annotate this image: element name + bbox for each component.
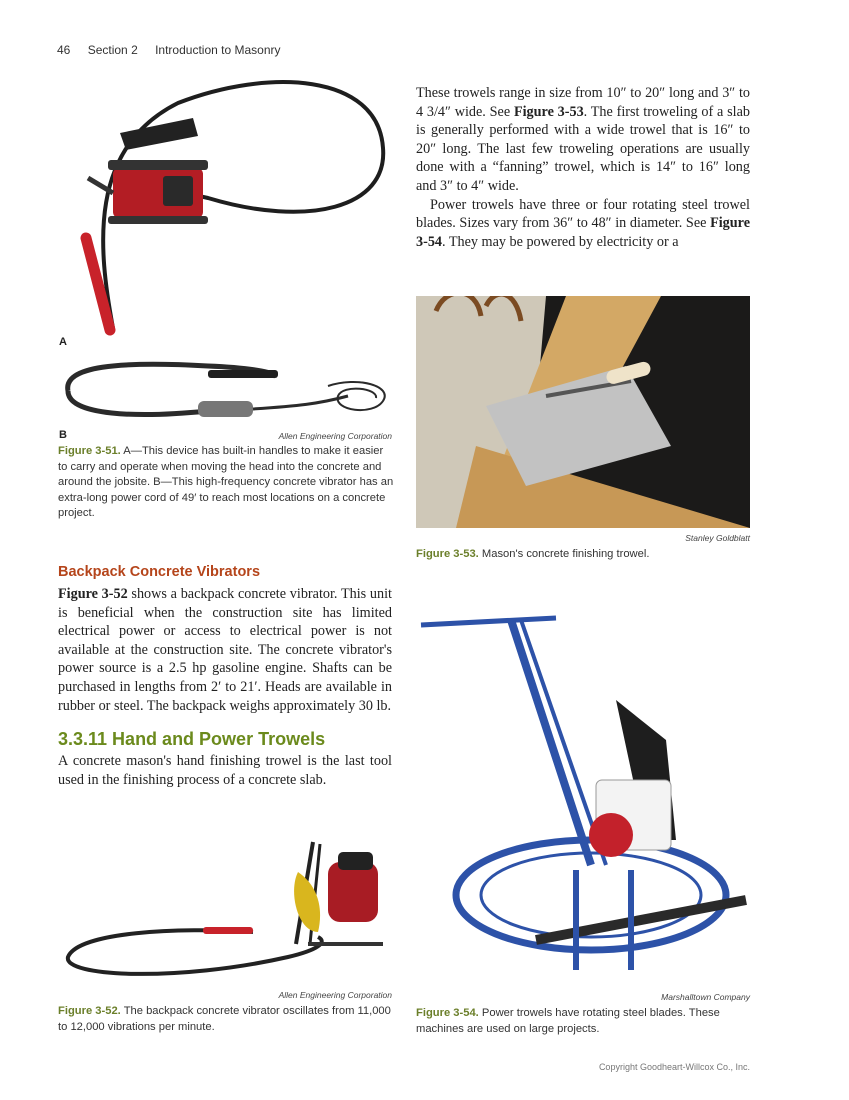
- section-title: Introduction to Masonry: [155, 43, 281, 57]
- right-column-text: [416, 84, 750, 251]
- trowel-heading: 3.3.11 Hand and Power Trowels: [58, 729, 326, 749]
- right-paragraph-1-a: These trowels range in size from 10″ to 20″ long and 3″ to 4 3/4″ wide. See: [416, 85, 750, 120]
- backpack-body: shows a backpack concrete vibrator. This unit is beneficial when the construction site has limited electrical power or access to electrical power is not available at the construction site. The concrete vibrator's power source is a 2.5 hp gasoline engine. Shafts can be purchased in lengths from 2′ to 21′. Heads are available in rubber or steel. The backpack weighs approximately 30 lb.: [58, 586, 393, 714]
- figure-3-54-image: [416, 610, 750, 988]
- figure-3-51a-image: [58, 78, 398, 340]
- figure-3-54-caption: [416, 1006, 752, 1037]
- page-number: 46: [57, 43, 71, 57]
- figure-3-51-label-a: A: [59, 336, 67, 348]
- figure-3-52-image: [58, 832, 396, 984]
- right-paragraph-2: [416, 196, 750, 252]
- figure-3-51-caption: [58, 444, 394, 522]
- backpack-fig-ref: Figure 3-52: [58, 586, 128, 602]
- trowel-paragraph: A concrete mason's hand finishing trowel is the last tool used in the finishing process of a concrete slab.: [58, 753, 392, 788]
- copyright-footer: Copyright Goodheart-Willcox Co., Inc.: [598, 1062, 750, 1072]
- right-paragraph-1-b: . The first troweling of a slab is generally performed with a wide trowel that is 16″ to 20″ long. The last few troweling operations are usually done with a “fanning” trowel, which is 14″ to 16″ long and 3″ to 4″ wide.: [416, 103, 750, 194]
- right-paragraph-2-b: . They may be powered by electricity or a: [442, 233, 679, 250]
- backpack-heading: Backpack Concrete Vibrators: [58, 564, 261, 580]
- section-number: Section 2: [87, 43, 138, 57]
- figure-3-52-caption: [58, 1004, 394, 1035]
- running-header: [57, 43, 295, 57]
- figure-3-54-caption-text: Power trowels have rotating steel blades. These machines are used on large projects.: [416, 1007, 720, 1035]
- figure-3-51-caption-text: A—This device has built-in handles to make it easier to carry and operate when moving the head into the concrete and around the jobsite. B—This high-frequency concrete vibrator has an extra-long power cord of 49′ to reach most locations on a concrete project.: [58, 445, 394, 519]
- figure-3-51-credit: Allen Engineering Corporation: [278, 431, 392, 441]
- figure-3-53-caption-label: Figure 3-53.: [416, 548, 479, 560]
- figure-3-53-image: [416, 296, 750, 528]
- figure-3-51-caption-label: Figure 3-51.: [58, 445, 121, 457]
- figure-3-54-credit: Marshalltown Company: [661, 992, 750, 1002]
- figure-3-53-caption-text: Mason's concrete finishing trowel.: [478, 548, 650, 560]
- figure-3-51-label-b: B: [59, 429, 67, 441]
- right-paragraph-1-ref: Figure 3-53: [513, 103, 584, 120]
- right-paragraph-2-ref: Figure 3-54: [416, 215, 750, 250]
- figure-3-54-caption-label: Figure 3-54.: [416, 1007, 479, 1019]
- right-paragraph-1: [416, 84, 750, 196]
- right-paragraph-2-a: Power trowels have three or four rotating steel trowel blades. Sizes vary from 36″ to 48″ in diameter. See: [416, 196, 750, 232]
- figure-3-52-credit: Allen Engineering Corporation: [278, 990, 392, 1000]
- figure-3-51b-image: [58, 356, 398, 426]
- figure-3-53-credit: Stanley Goldblatt: [685, 533, 750, 543]
- figure-3-52-caption-text: The backpack concrete vibrator oscillates from 11,000 to 12,000 vibrations per minute.: [58, 1005, 391, 1033]
- backpack-paragraph: [58, 585, 392, 715]
- figure-3-52-caption-label: Figure 3-52.: [58, 1005, 121, 1017]
- figure-3-53-caption: [416, 547, 752, 563]
